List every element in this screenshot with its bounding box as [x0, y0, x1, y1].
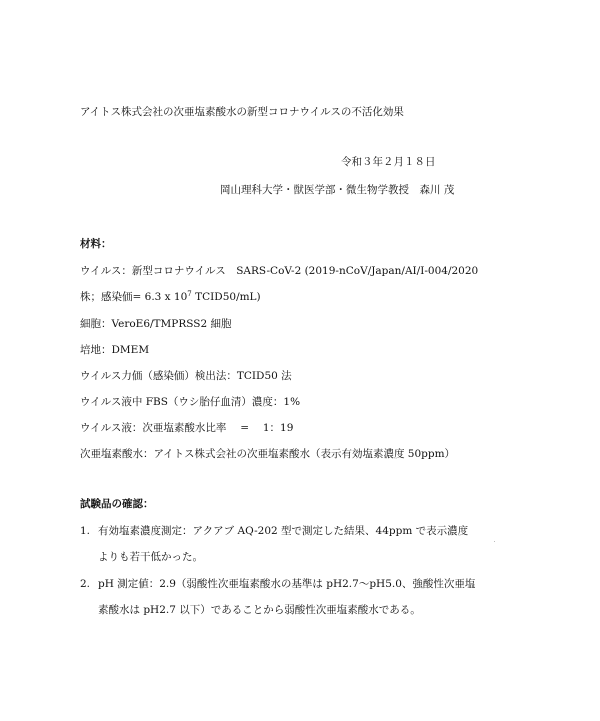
list-item-number: 2.: [80, 578, 91, 590]
ratio-line: ウイルス液：次亜塩素酸水比率 = 1：19: [80, 422, 294, 434]
list-item-number: 1.: [80, 525, 91, 537]
virus-line-1: ウイルス：新型コロナウイルス SARS-CoV-2 (2019-nCoV/Japan/AI/I-004/2020: [80, 265, 479, 277]
list-item-line: 素酸水は pH2.7 以下）であることから弱酸性次亜塩素酸水である。: [98, 604, 421, 616]
confirmation-heading: 試験品の確認：: [80, 498, 154, 510]
medium-line: 培地：DMEM: [80, 344, 150, 356]
fbs-line: ウイルス液中 FBS（ウシ胎仔血清）濃度：1%: [80, 396, 301, 408]
virus-line-2: [80, 291, 261, 304]
document-author: 岡山理科大学・獣医学部・微生物学教授 森川 茂: [220, 184, 455, 196]
titer-method-line: ウイルス力価（感染価）検出法：TCID50 法: [80, 370, 292, 382]
document-title: アイトス株式会社の次亜塩素酸水の新型コロナウイルスの不活化効果: [80, 106, 404, 118]
virus-titer-exponent: 7: [187, 290, 192, 298]
cells-line: 細胞：VeroE6/TMPRSS2 細胞: [80, 318, 232, 330]
virus-titer-suffix: TCID50/mL): [191, 291, 261, 303]
document-date: 令和３年２月１８日: [341, 156, 436, 168]
scan-speck: [494, 541, 495, 542]
virus-titer-prefix: 株；感染価= 6.3 x 10: [80, 291, 188, 303]
list-item-line: よりも若干低かった。: [98, 551, 203, 563]
list-item-line: pH 測定値：2.9（弱酸性次亜塩素酸水の基準は pH2.7～pH5.0、強酸性次亜塩: [98, 578, 476, 590]
materials-heading: 材料：: [80, 238, 112, 250]
list-item-line: 有効塩素濃度測定：アクアブ AQ-202 型で測定した結果、44ppm で表示濃度: [98, 525, 469, 537]
hypochlorous-line: 次亜塩素酸水：アイトス株式会社の次亜塩素酸水（表示有効塩素濃度 50ppm）: [80, 448, 456, 460]
